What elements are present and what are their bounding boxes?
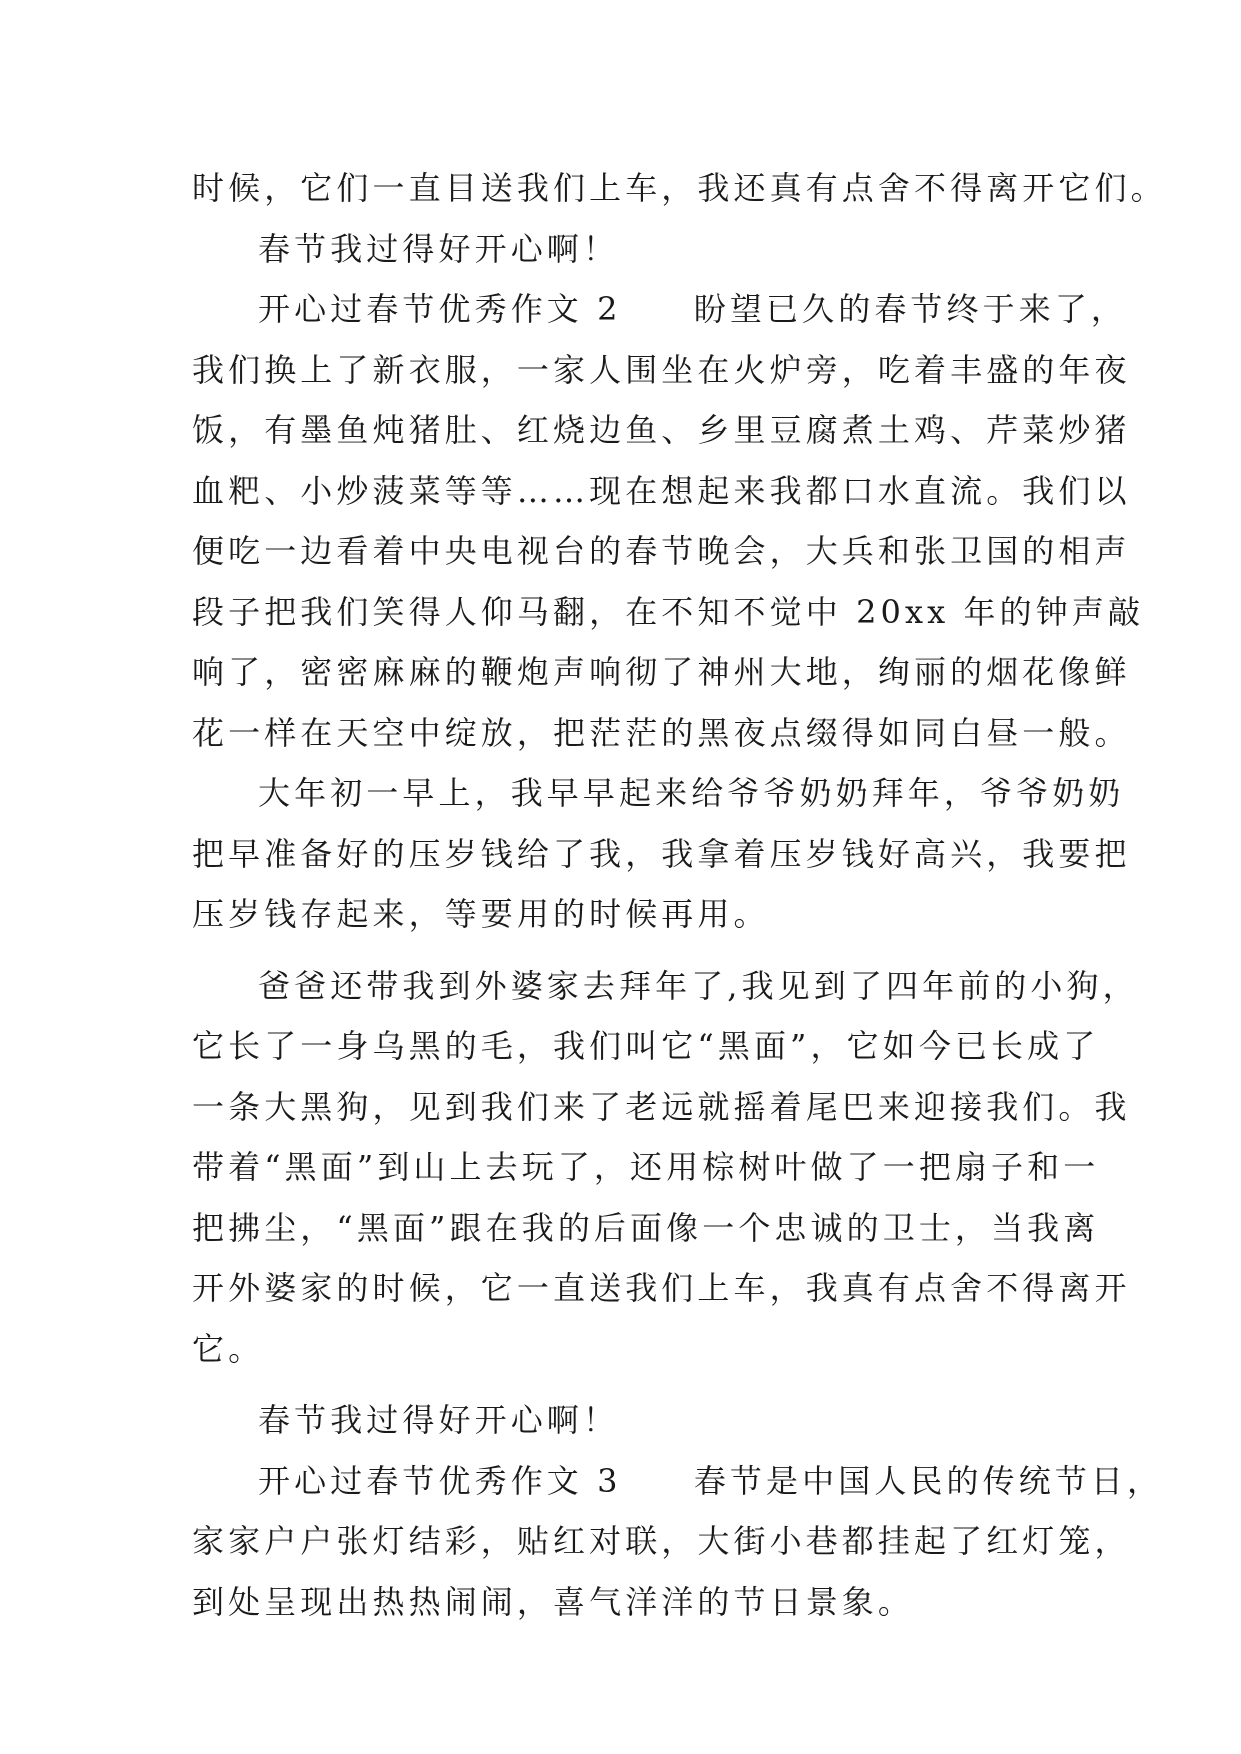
paragraph-gap xyxy=(192,1379,1072,1390)
text-line: 到处呈现出热热闹闹，喜气洋洋的节日景象。 xyxy=(192,1582,915,1621)
text-line: 把拂尘，“黑面”跟在我的后面像一个忠诚的卫士，当我离 xyxy=(192,1208,1100,1247)
text-line: 段子把我们笑得人仰马翻，在不知不觉中 20xx 年的钟声敲 xyxy=(192,592,1145,631)
text-line: 爸爸还带我到外婆家去拜年了,我见到了四年前的小狗， xyxy=(258,966,1139,1005)
text-line: 它。 xyxy=(192,1329,265,1368)
text-line: 春节我过得好开心啊！ xyxy=(258,229,620,268)
text-line: 压岁钱存起来，等要用的时候再用。 xyxy=(192,895,770,933)
paragraph-gap xyxy=(192,945,1072,956)
text-line: 血粑、小炒菠菜等等……现在想起来我都口水直流。我们以 xyxy=(192,471,1131,510)
text-line: 一条大黑狗，见到我们来了老远就摇着尾巴来迎接我们。我 xyxy=(192,1087,1131,1126)
text-line: 家家户户张灯结彩，贴红对联，大街小巷都挂起了红灯笼， xyxy=(192,1522,1131,1560)
text-line: 把早准备好的压岁钱给了我，我拿着压岁钱好高兴，我要把 xyxy=(192,834,1131,873)
essay-heading-line: 开心过春节优秀作文 2 盼望已久的春节终于来了， xyxy=(258,290,1128,328)
text-line: 大年初一早上，我早早起来给爷爷奶奶拜年，爷爷奶奶 xyxy=(258,774,1125,812)
document-body xyxy=(192,158,1167,1632)
text-line: 春节我过得好开心啊！ xyxy=(258,1401,620,1439)
text-line: 便吃一边看着中央电视台的春节晚会，大兵和张卫国的相声 xyxy=(192,532,1131,570)
essay-heading-line: 开心过春节优秀作文 3 春节是中国人民的传统节日， xyxy=(258,1461,1164,1500)
text-line: 我们换上了新衣服，一家人围坐在火炉旁，吃着丰盛的年夜 xyxy=(192,350,1131,389)
text-line: 花一样在天空中绽放，把茫茫的黑夜点缀得如同白昼一般。 xyxy=(192,713,1131,752)
text-line: 响了，密密麻麻的鞭炮声响彻了神州大地，绚丽的烟花像鲜 xyxy=(192,653,1131,691)
text-line: 它长了一身乌黑的毛，我们叫它“黑面”，它如今已长成了 xyxy=(192,1027,1100,1065)
text-line: 时候，它们一直目送我们上车，我还真有点舍不得离开它们。 xyxy=(192,169,1167,207)
text-line: 饭，有墨鱼炖猪肚、红烧边鱼、乡里豆腐煮土鸡、芹菜炒猪 xyxy=(192,411,1131,449)
text-line: 带着“黑面”到山上去玩了，还用棕树叶做了一把扇子和一 xyxy=(192,1148,1100,1186)
text-line: 开外婆家的时候，它一直送我们上车，我真有点舍不得离开 xyxy=(192,1269,1131,1307)
